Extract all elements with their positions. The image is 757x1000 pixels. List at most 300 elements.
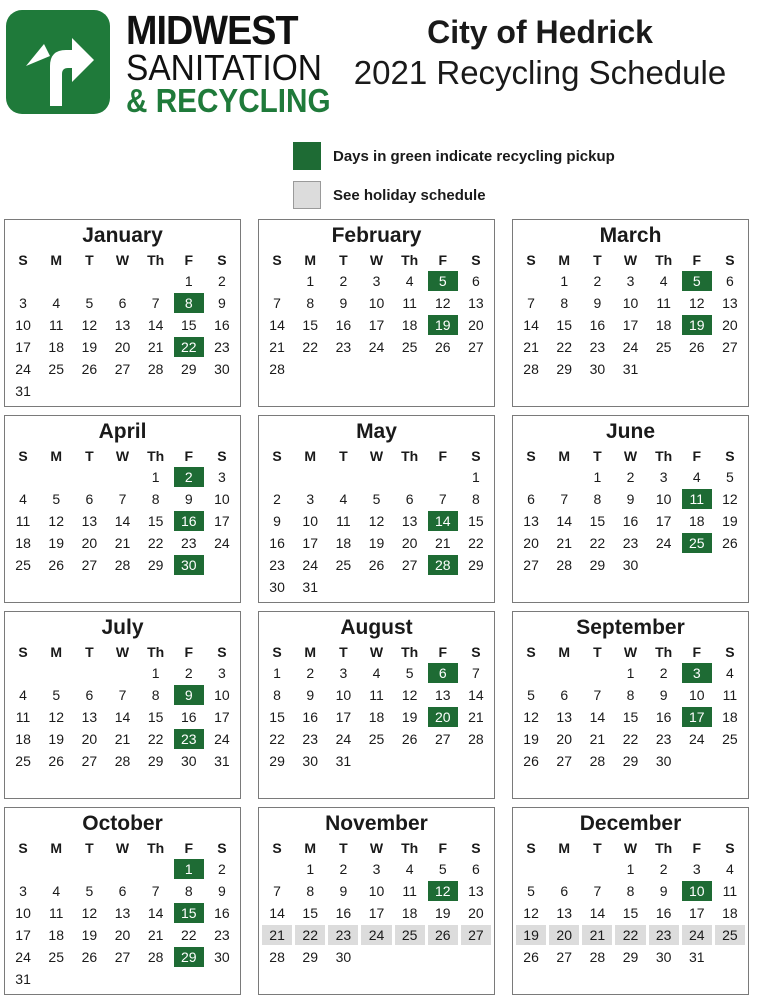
day-cell: 20 — [114, 339, 131, 355]
day-cell: 10 — [214, 491, 230, 507]
holiday-day: 22 — [295, 925, 325, 945]
day-cell: 17 — [655, 513, 672, 529]
day-cell: 20 — [81, 731, 98, 747]
weekday-header: W — [115, 252, 130, 268]
day-cell: 30 — [655, 753, 672, 769]
day-cell: 29 — [269, 753, 285, 769]
recycle-arrow-icon — [6, 10, 110, 114]
day-cell: 8 — [593, 491, 602, 507]
day-cell: 15 — [589, 513, 606, 529]
day-cell: 12 — [48, 709, 64, 725]
weekday-header: M — [50, 252, 63, 268]
weekday-header-row — [516, 249, 745, 271]
day-cell: 24 — [688, 731, 705, 747]
day-cell: 7 — [151, 883, 160, 899]
day-cell: 10 — [15, 317, 31, 333]
day-cell: 4 — [372, 665, 381, 681]
weekday-header: S — [217, 252, 227, 268]
day-cell: 8 — [151, 491, 160, 507]
empty-day — [141, 859, 171, 879]
day-cell: 29 — [147, 753, 164, 769]
day-cell: 18 — [688, 513, 705, 529]
weekday-header-row — [8, 445, 237, 467]
day-cell: 14 — [589, 709, 606, 725]
day-cell: 21 — [147, 339, 164, 355]
day-cell: 4 — [19, 687, 27, 703]
day-cell: 24 — [622, 339, 639, 355]
weekday-header: S — [18, 448, 28, 464]
day-cell: 4 — [726, 665, 734, 681]
month-december — [512, 807, 749, 995]
day-cell: 5 — [85, 295, 94, 311]
empty-day — [295, 467, 325, 487]
day-cell: 7 — [151, 295, 160, 311]
weekday-header: T — [593, 252, 602, 268]
day-cell: 23 — [302, 731, 318, 747]
weekday-header: T — [593, 644, 602, 660]
pickup-day: 29 — [174, 947, 204, 967]
day-cell: 1 — [273, 665, 281, 681]
day-cell: 31 — [688, 949, 705, 965]
day-cell: 17 — [368, 905, 385, 921]
weekday-header: S — [526, 252, 536, 268]
day-cell: 30 — [214, 949, 230, 965]
day-cell: 20 — [468, 905, 484, 921]
weekday-header: F — [184, 840, 194, 856]
day-cell: 20 — [81, 535, 98, 551]
day-cell: 12 — [523, 709, 539, 725]
day-cell: 8 — [273, 687, 281, 703]
holiday-day: 23 — [649, 925, 679, 945]
day-cell: 13 — [434, 687, 451, 703]
weekday-header: Th — [147, 448, 165, 464]
day-cell: 12 — [401, 687, 418, 703]
day-cell: 22 — [147, 535, 164, 551]
day-cell: 15 — [147, 513, 164, 529]
legend — [293, 141, 615, 219]
weekday-header: M — [304, 252, 317, 268]
day-cell: 29 — [468, 557, 484, 573]
day-cell: 22 — [468, 535, 484, 551]
month-april — [4, 415, 241, 603]
holiday-day: 25 — [395, 925, 425, 945]
day-cell: 6 — [560, 687, 569, 703]
day-cell: 13 — [468, 295, 484, 311]
day-cell: 31 — [15, 383, 31, 399]
weekday-header: F — [692, 448, 702, 464]
day-cell: 21 — [269, 339, 285, 355]
weekday-header: Th — [655, 840, 673, 856]
day-cell: 16 — [622, 513, 639, 529]
empty-day — [262, 859, 292, 879]
weekday-header-row — [262, 249, 491, 271]
logo-line-sanitation: SANITATION — [126, 47, 322, 88]
day-cell: 3 — [19, 883, 27, 899]
day-cell: 29 — [302, 949, 318, 965]
empty-day — [549, 467, 579, 487]
day-cell: 2 — [593, 273, 602, 289]
month-june — [512, 415, 749, 603]
day-cell: 11 — [656, 295, 671, 311]
day-cell: 18 — [48, 927, 64, 943]
weekday-header: W — [369, 448, 384, 464]
day-cell: 23 — [589, 339, 606, 355]
month-may — [258, 415, 495, 603]
day-cell: 4 — [405, 273, 414, 289]
day-cell: 22 — [180, 927, 197, 943]
day-cell: 15 — [468, 513, 484, 529]
pickup-day: 30 — [174, 555, 204, 575]
day-cell: 12 — [523, 905, 539, 921]
day-cell: 24 — [368, 339, 385, 355]
day-cell: 2 — [626, 469, 635, 485]
day-cell: 21 — [114, 731, 131, 747]
weekday-header: S — [725, 644, 735, 660]
day-cell: 26 — [523, 753, 539, 769]
day-cell: 13 — [81, 513, 98, 529]
day-cell: 1 — [626, 861, 635, 877]
day-cell: 23 — [269, 557, 285, 573]
day-cell: 15 — [622, 709, 639, 725]
day-cell: 16 — [214, 905, 230, 921]
day-cell: 14 — [523, 317, 539, 333]
day-cell: 8 — [184, 883, 193, 899]
weekday-header: W — [623, 840, 638, 856]
day-cell: 28 — [523, 361, 539, 377]
day-cell: 27 — [434, 731, 451, 747]
pickup-day: 3 — [682, 663, 712, 683]
day-cell: 31 — [622, 361, 639, 377]
empty-day — [582, 663, 612, 683]
weekday-header: S — [217, 840, 227, 856]
weekday-header: S — [725, 448, 735, 464]
day-cell: 28 — [269, 949, 285, 965]
legend-pickup — [293, 141, 615, 171]
day-cell: 29 — [622, 753, 639, 769]
day-cell: 18 — [401, 905, 418, 921]
day-cell: 13 — [523, 513, 539, 529]
month-name: August — [340, 616, 413, 639]
day-cell: 28 — [589, 949, 606, 965]
day-cell: 18 — [655, 317, 672, 333]
day-cell: 7 — [273, 883, 281, 899]
day-cell: 23 — [335, 339, 352, 355]
day-cell: 19 — [368, 535, 385, 551]
day-cell: 26 — [722, 535, 738, 551]
logo-line-recycling: & RECYCLING — [126, 82, 331, 119]
month-august — [258, 611, 495, 799]
day-cell: 6 — [85, 687, 94, 703]
weekday-header-row — [262, 837, 491, 859]
day-cell: 30 — [302, 753, 318, 769]
pickup-day: 19 — [428, 315, 458, 335]
day-cell: 6 — [726, 273, 734, 289]
weekday-header: T — [85, 252, 94, 268]
day-cell: 2 — [659, 665, 668, 681]
day-cell: 2 — [306, 665, 315, 681]
day-cell: 14 — [147, 905, 164, 921]
empty-day — [516, 467, 546, 487]
day-cell: 29 — [180, 361, 197, 377]
month-name: March — [599, 224, 662, 247]
weekday-header: F — [184, 448, 194, 464]
day-cell: 1 — [151, 665, 160, 681]
day-cell: 27 — [81, 557, 98, 573]
day-cell: 24 — [214, 731, 230, 747]
company-logo — [6, 7, 331, 120]
weekday-header: S — [725, 252, 735, 268]
day-cell: 11 — [15, 513, 31, 529]
day-cell: 9 — [659, 883, 668, 899]
month-february — [258, 219, 495, 407]
day-cell: 15 — [180, 317, 197, 333]
day-cell: 27 — [523, 557, 539, 573]
schedule-title: 2021 Recycling Schedule — [353, 54, 727, 91]
weekday-header: M — [304, 448, 317, 464]
day-cell: 4 — [339, 491, 348, 507]
day-cell: 23 — [214, 927, 230, 943]
day-grid — [262, 859, 491, 969]
day-cell: 14 — [114, 513, 131, 529]
day-cell: 25 — [48, 949, 64, 965]
day-cell: 7 — [593, 687, 602, 703]
holiday-day: 23 — [328, 925, 358, 945]
weekday-header-row — [516, 445, 745, 467]
day-cell: 17 — [214, 709, 230, 725]
day-cell: 27 — [722, 339, 738, 355]
empty-day — [41, 663, 71, 683]
day-cell: 24 — [655, 535, 672, 551]
weekday-header: F — [438, 252, 448, 268]
weekday-header-row — [262, 445, 491, 467]
day-cell: 25 — [48, 361, 64, 377]
day-cell: 26 — [688, 339, 705, 355]
pickup-day: 1 — [174, 859, 204, 879]
day-cell: 16 — [655, 905, 672, 921]
day-cell: 1 — [472, 469, 480, 485]
weekday-header: T — [339, 840, 348, 856]
day-cell: 26 — [523, 949, 539, 965]
day-cell: 5 — [85, 883, 94, 899]
day-cell: 7 — [438, 491, 447, 507]
pickup-day: 23 — [174, 729, 204, 749]
day-cell: 4 — [659, 273, 668, 289]
day-cell: 20 — [401, 535, 418, 551]
day-cell: 30 — [269, 579, 285, 595]
weekday-header: W — [623, 644, 638, 660]
day-cell: 1 — [593, 469, 602, 485]
weekday-header: Th — [655, 252, 673, 268]
empty-day — [582, 859, 612, 879]
day-cell: 27 — [401, 557, 418, 573]
empty-day — [41, 859, 71, 879]
calendar-grid — [4, 219, 750, 995]
pickup-day: 19 — [682, 315, 712, 335]
weekday-header: F — [438, 448, 448, 464]
day-cell: 27 — [114, 361, 131, 377]
weekday-header: S — [526, 840, 536, 856]
weekday-header-row — [8, 837, 237, 859]
day-cell: 27 — [556, 949, 572, 965]
day-cell: 20 — [722, 317, 738, 333]
weekday-header: F — [438, 644, 448, 660]
day-grid — [516, 271, 745, 381]
day-cell: 24 — [335, 731, 352, 747]
day-cell: 19 — [48, 535, 64, 551]
day-cell: 22 — [589, 535, 606, 551]
day-cell: 22 — [269, 731, 285, 747]
pickup-day: 6 — [428, 663, 458, 683]
green-swatch — [293, 142, 321, 170]
day-cell: 27 — [81, 753, 98, 769]
day-cell: 14 — [589, 905, 606, 921]
day-cell: 18 — [335, 535, 352, 551]
day-cell: 22 — [147, 731, 164, 747]
day-cell: 1 — [626, 665, 635, 681]
day-cell: 21 — [147, 927, 164, 943]
day-cell: 16 — [589, 317, 606, 333]
day-cell: 13 — [114, 317, 131, 333]
day-cell: 8 — [560, 295, 569, 311]
weekday-header-row — [8, 641, 237, 663]
day-cell: 14 — [468, 687, 484, 703]
day-cell: 16 — [302, 709, 318, 725]
day-cell: 8 — [472, 491, 480, 507]
day-grid — [262, 467, 491, 599]
weekday-header: Th — [147, 252, 165, 268]
day-cell: 16 — [214, 317, 230, 333]
day-cell: 7 — [472, 665, 480, 681]
day-cell: 18 — [722, 709, 738, 725]
day-cell: 7 — [118, 491, 127, 507]
weekday-header: S — [725, 840, 735, 856]
day-cell: 3 — [339, 665, 348, 681]
month-name: June — [605, 420, 655, 443]
day-cell: 21 — [434, 535, 451, 551]
weekday-header: W — [369, 840, 384, 856]
day-cell: 14 — [556, 513, 572, 529]
day-cell: 30 — [622, 557, 639, 573]
day-cell: 30 — [335, 949, 352, 965]
day-cell: 7 — [118, 687, 127, 703]
empty-day — [74, 859, 104, 879]
month-name: April — [98, 420, 147, 443]
weekday-header: S — [272, 448, 282, 464]
day-cell: 31 — [214, 753, 230, 769]
day-cell: 7 — [273, 295, 281, 311]
day-cell: 4 — [52, 295, 61, 311]
day-cell: 25 — [335, 557, 352, 573]
day-cell: 19 — [434, 905, 451, 921]
day-cell: 28 — [147, 949, 164, 965]
day-cell: 26 — [368, 557, 385, 573]
weekday-header: S — [217, 448, 227, 464]
weekday-header: M — [304, 644, 317, 660]
day-cell: 5 — [52, 687, 61, 703]
day-cell: 28 — [269, 361, 285, 377]
day-cell: 23 — [655, 731, 672, 747]
day-cell: 11 — [402, 295, 417, 311]
holiday-day: 24 — [682, 925, 712, 945]
empty-day — [262, 271, 292, 291]
day-cell: 18 — [401, 317, 418, 333]
day-cell: 3 — [626, 273, 635, 289]
empty-day — [549, 859, 579, 879]
city-name: City of Hedrick — [427, 14, 653, 50]
empty-day — [516, 271, 546, 291]
weekday-header: S — [526, 644, 536, 660]
day-cell: 26 — [48, 753, 64, 769]
weekday-header: F — [184, 252, 194, 268]
empty-day — [141, 271, 171, 291]
day-cell: 29 — [556, 361, 572, 377]
empty-day — [262, 467, 292, 487]
day-cell: 18 — [48, 339, 64, 355]
day-cell: 2 — [339, 861, 348, 877]
pickup-day: 9 — [174, 685, 204, 705]
day-cell: 8 — [151, 687, 160, 703]
weekday-header: M — [50, 448, 63, 464]
day-cell: 26 — [81, 949, 98, 965]
day-cell: 6 — [405, 491, 414, 507]
pickup-day: 10 — [682, 881, 712, 901]
day-cell: 15 — [556, 317, 572, 333]
day-cell: 31 — [302, 579, 318, 595]
day-cell: 12 — [81, 905, 98, 921]
weekday-header-row — [516, 641, 745, 663]
weekday-header: T — [85, 644, 94, 660]
day-cell: 5 — [405, 665, 414, 681]
weekday-header: T — [339, 448, 348, 464]
day-grid — [8, 271, 237, 403]
weekday-header: M — [558, 448, 571, 464]
day-cell: 11 — [15, 709, 31, 725]
day-cell: 3 — [218, 469, 226, 485]
weekday-header: Th — [147, 644, 165, 660]
empty-day — [549, 663, 579, 683]
month-november — [258, 807, 495, 995]
day-cell: 5 — [438, 861, 447, 877]
pickup-day: 11 — [682, 489, 712, 509]
day-cell: 29 — [589, 557, 606, 573]
day-grid — [8, 467, 237, 577]
day-cell: 16 — [335, 905, 352, 921]
day-cell: 11 — [369, 687, 384, 703]
day-cell: 5 — [52, 491, 61, 507]
weekday-header: W — [623, 252, 638, 268]
day-cell: 9 — [626, 491, 635, 507]
weekday-header: W — [369, 644, 384, 660]
weekday-header: F — [692, 644, 702, 660]
weekday-header: S — [18, 644, 28, 660]
empty-day — [361, 467, 391, 487]
weekday-header: F — [438, 840, 448, 856]
day-cell: 28 — [556, 557, 572, 573]
weekday-header: T — [339, 644, 348, 660]
day-cell: 1 — [306, 861, 315, 877]
month-name: October — [82, 812, 163, 835]
day-cell: 28 — [147, 361, 164, 377]
holiday-day: 24 — [361, 925, 391, 945]
day-cell: 25 — [655, 339, 672, 355]
day-cell: 12 — [48, 513, 64, 529]
day-cell: 2 — [218, 273, 226, 289]
day-cell: 23 — [214, 339, 230, 355]
month-name: December — [579, 812, 682, 835]
day-cell: 5 — [527, 687, 535, 703]
holiday-day: 19 — [516, 925, 546, 945]
day-cell: 8 — [306, 883, 315, 899]
